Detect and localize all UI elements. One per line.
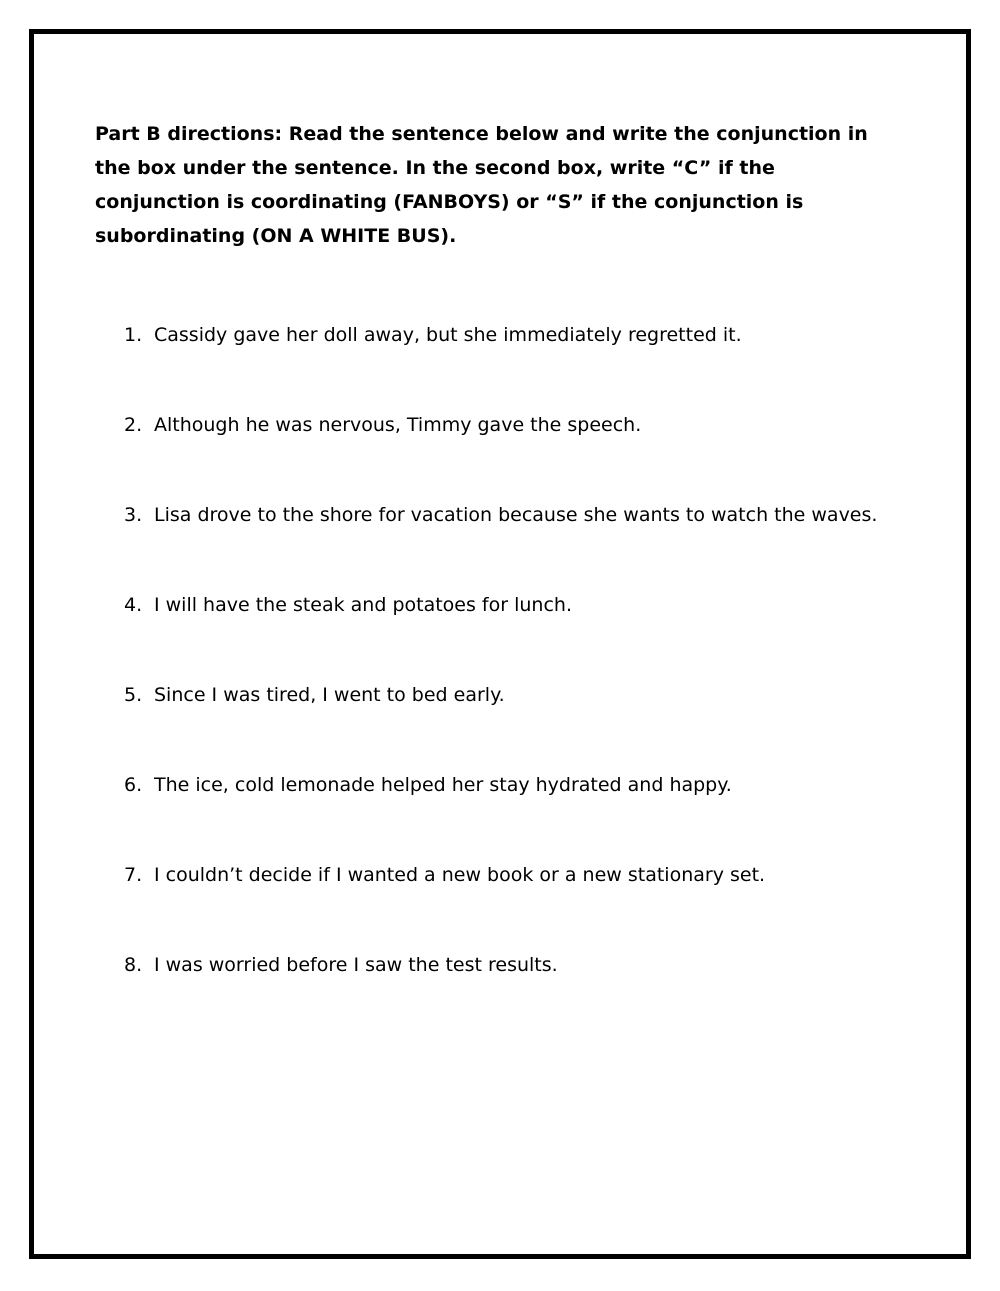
question-number: 5. bbox=[124, 684, 143, 706]
question-number: 1. bbox=[124, 324, 143, 346]
question-text: I couldn’t decide if I wanted a new book or a new stationary set. bbox=[154, 864, 766, 886]
question-text: Lisa drove to the shore for vacation because she wants to watch the waves. bbox=[154, 504, 878, 526]
question-item-5 bbox=[124, 678, 944, 768]
question-item-2 bbox=[124, 408, 944, 498]
question-item-1 bbox=[124, 318, 944, 408]
question-text: I was worried before I saw the test results. bbox=[154, 954, 558, 976]
question-item-7 bbox=[124, 858, 944, 948]
question-number: 7. bbox=[124, 864, 143, 886]
question-item-4 bbox=[124, 588, 944, 678]
question-number: 6. bbox=[124, 774, 143, 796]
question-text: The ice, cold lemonade helped her stay hydrated and happy. bbox=[154, 774, 732, 796]
question-text: Since I was tired, I went to bed early. bbox=[154, 684, 505, 706]
question-number: 8. bbox=[124, 954, 143, 976]
question-item-8 bbox=[124, 948, 944, 1038]
question-number: 4. bbox=[124, 594, 143, 616]
question-item-6 bbox=[124, 768, 944, 858]
question-list bbox=[124, 318, 944, 1038]
question-number: 3. bbox=[124, 504, 143, 526]
question-item-3 bbox=[124, 498, 944, 588]
part-b-directions: Part B directions: Read the sentence below and write the conjunction in the box under the sentence. In the second box, write “C” if the conjunction is coordinating (FANBOYS) or “S” if the conjunction is subordinating (ON A WHITE BUS). bbox=[95, 123, 868, 247]
question-number: 2. bbox=[124, 414, 143, 436]
question-text: Cassidy gave her doll away, but she immediately regretted it. bbox=[154, 324, 742, 346]
question-text: I will have the steak and potatoes for lunch. bbox=[154, 594, 572, 616]
question-text: Although he was nervous, Timmy gave the speech. bbox=[154, 414, 642, 436]
